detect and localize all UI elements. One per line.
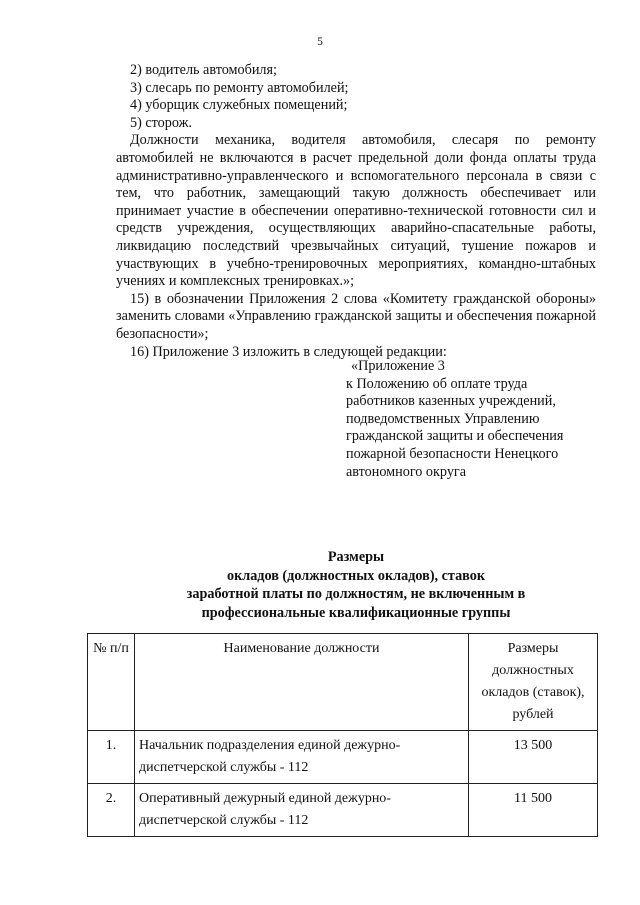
- table-heading: [116, 548, 596, 622]
- paragraph-amendment-15: 15) в обозначении Приложения 2 слова «Комитету гражданской обороны» заменить словами «Управлению гражданской защиты и обеспечения пожарной безопасности»;: [116, 290, 596, 342]
- paragraph-positions-excluded: Должности механика, водителя автомобиля, слесаря по ремонту автомобилей не включаются в расчет предельной доли фонда оплаты труда административно-управленческого и вспомогательного персонала в связи с тем, что работник, замещающий такую должность обеспечивает или принимает участие в обеспечении оперативно-технической готовности сил и средств учреждения, осуществляющих аварийно-спасательные работы, ликвидацию последствий чрезвычайных ситуаций, тушение пожаров и участвующих в учебно-тренировочных мероприятиях, командно-штабных учениях и комплексных тренировках.»;: [116, 132, 596, 290]
- appendix-line: к Положению об оплате труда: [346, 375, 528, 392]
- paragraph-amendment-16: 16) Приложение 3 изложить в следующей редакции:: [130, 343, 447, 360]
- appendix-line: «Приложение 3: [351, 358, 445, 374]
- row-position-name: Оперативный дежурный единой дежурно-диспетчерской службы - 112: [135, 784, 469, 837]
- list-item: 3) слесарь по ремонту автомобилей;: [130, 79, 349, 96]
- salary-table: [87, 633, 598, 837]
- header-position-name: Наименование должности: [135, 634, 469, 731]
- heading-line: окладов (должностных окладов), ставок: [226, 567, 485, 584]
- row-position-name: Начальник подразделения единой дежурно-диспетчерской службы - 112: [135, 731, 469, 784]
- table-row: [88, 731, 598, 784]
- page-number: 5: [317, 36, 323, 48]
- heading-line: заработной платы по должностям, не включенным в: [186, 586, 526, 602]
- list-item: 2) водитель автомобиля;: [130, 62, 277, 78]
- table-header-row: [88, 634, 598, 731]
- appendix-line: автономного округа: [346, 463, 467, 480]
- table-row: [88, 784, 598, 837]
- row-salary: 13 500: [469, 731, 598, 784]
- row-number: 2.: [88, 784, 135, 837]
- body-text: [116, 62, 596, 361]
- header-number: № п/п: [88, 634, 135, 731]
- appendix-reference: [346, 358, 596, 481]
- heading-line: профессиональные квалификационные группы: [201, 604, 511, 621]
- appendix-line: работников казенных учреждений,: [346, 393, 556, 410]
- list-item: 5) сторож.: [130, 114, 192, 131]
- row-salary: 11 500: [469, 784, 598, 837]
- row-number: 1.: [88, 731, 135, 784]
- list-item: 4) уборщик служебных помещений;: [130, 97, 348, 114]
- header-salary: Размеры должностных окладов (ставок), рублей: [469, 634, 598, 731]
- heading-line: Размеры: [327, 549, 385, 565]
- appendix-line: пожарной безопасности Ненецкого: [346, 445, 559, 462]
- appendix-line: гражданской защиты и обеспечения: [346, 428, 564, 445]
- appendix-line: подведомственных Управлению: [346, 410, 540, 427]
